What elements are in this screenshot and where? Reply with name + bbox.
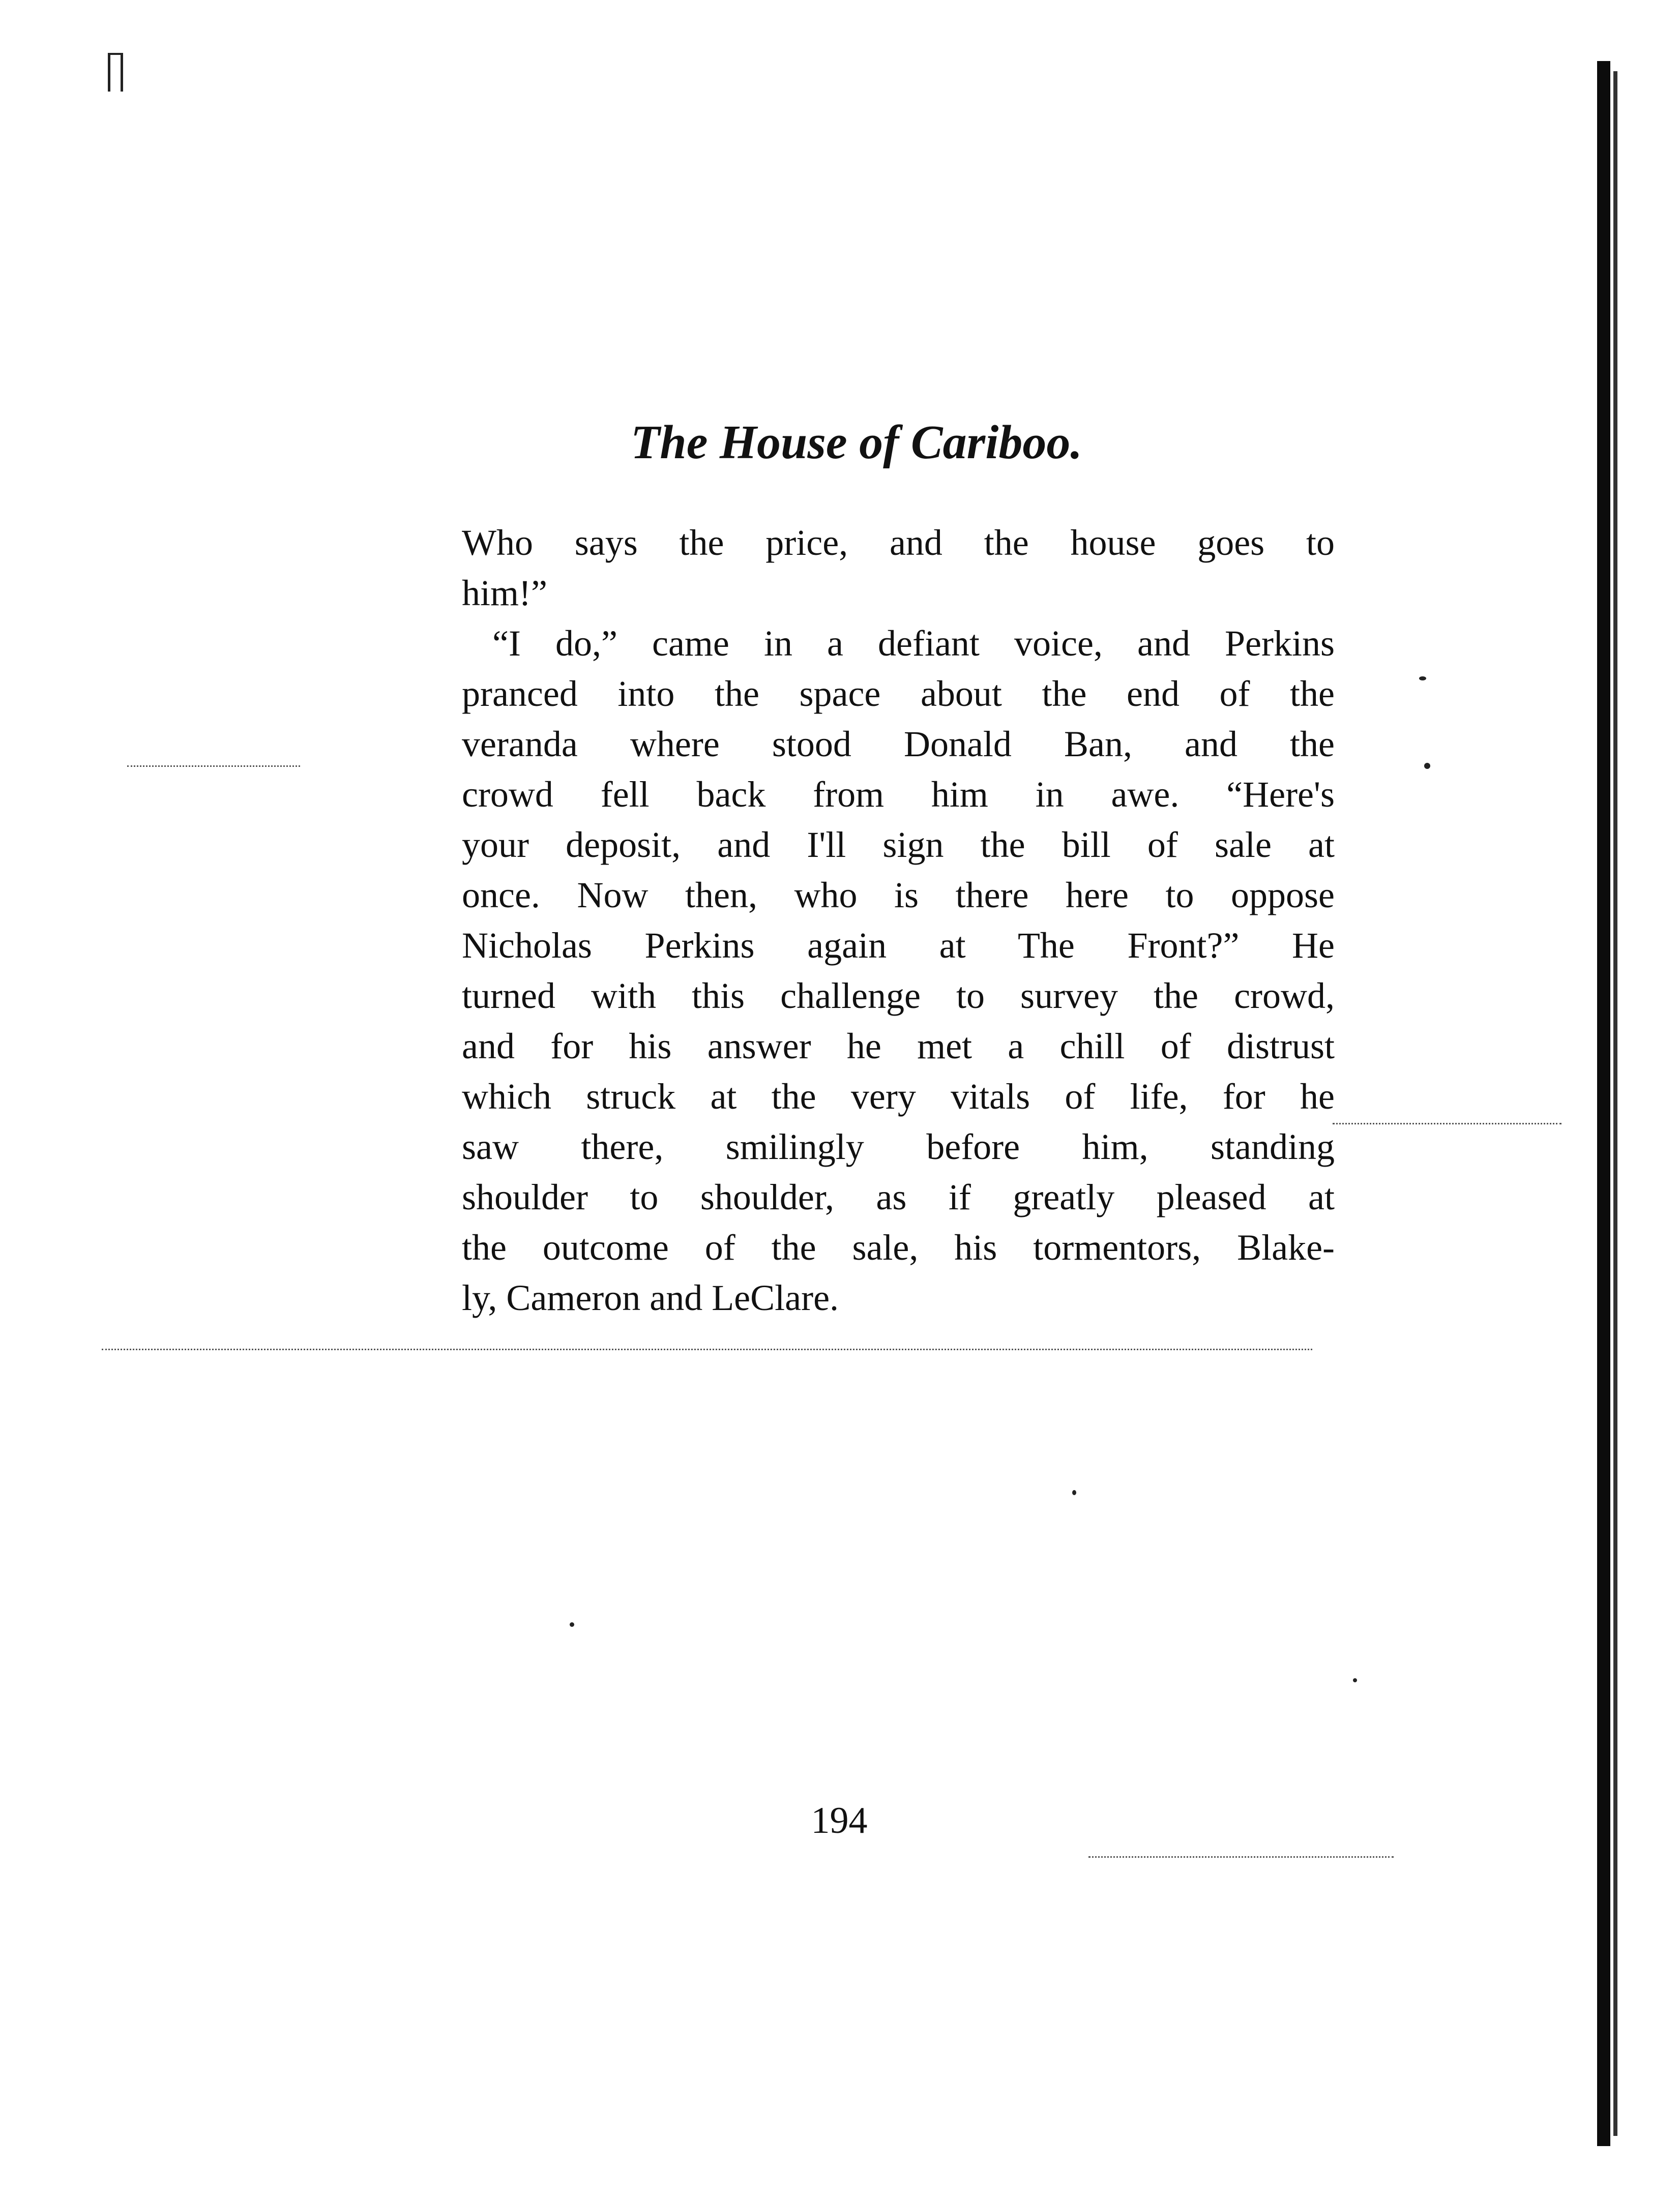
text-line: pranced into the space about the end of the: [462, 673, 1335, 714]
text-line: saw there, smilingly before him, standing: [462, 1126, 1335, 1167]
scan-speck: [570, 1622, 574, 1627]
text-line: “I do,” came in a defiant voice, and Perkins: [492, 623, 1335, 664]
scan-dotted-line: [102, 1349, 1312, 1350]
scan-speck: [1424, 763, 1430, 769]
text-line: and for his answer he met a chill of distrust: [462, 1026, 1335, 1066]
scan-binding-edge: [1597, 61, 1610, 2146]
text-line: veranda where stood Donald Ban, and the: [462, 724, 1335, 764]
scan-speck: [1072, 1490, 1076, 1495]
scan-speck: [1353, 1678, 1357, 1682]
text-line: shoulder to shoulder, as if greatly pleased at: [462, 1177, 1335, 1217]
body-paragraph: [462, 518, 1335, 1323]
text-line: Who says the price, and the house goes to: [462, 522, 1335, 563]
scan-margin-mark: [108, 53, 123, 92]
text-line: him!”: [462, 573, 547, 613]
running-header-title: The House of Cariboo.: [631, 416, 1082, 469]
text-line: turned with this challenge to survey the crowd,: [462, 975, 1335, 1016]
text-line: the outcome of the sale, his tormentors, Blake-: [462, 1227, 1335, 1268]
page-number: 194: [811, 1800, 868, 1841]
text-line: ly, Cameron and LeClare.: [462, 1277, 839, 1318]
text-line: your deposit, and I'll sign the bill of sale at: [462, 824, 1335, 865]
scan-speck: [1419, 676, 1426, 680]
scan-dotted-line: [1088, 1856, 1394, 1858]
text-line: which struck at the very vitals of life, for he: [462, 1076, 1335, 1117]
text-line: once. Now then, who is there here to oppose: [462, 875, 1335, 915]
text-line: crowd fell back from him in awe. “Here's: [462, 774, 1335, 815]
scan-dotted-line: [127, 765, 300, 767]
text-line: Nicholas Perkins again at The Front?” He: [462, 925, 1335, 966]
scan-dotted-line: [1333, 1123, 1561, 1124]
scan-binding-edge-shadow: [1613, 71, 1617, 2136]
